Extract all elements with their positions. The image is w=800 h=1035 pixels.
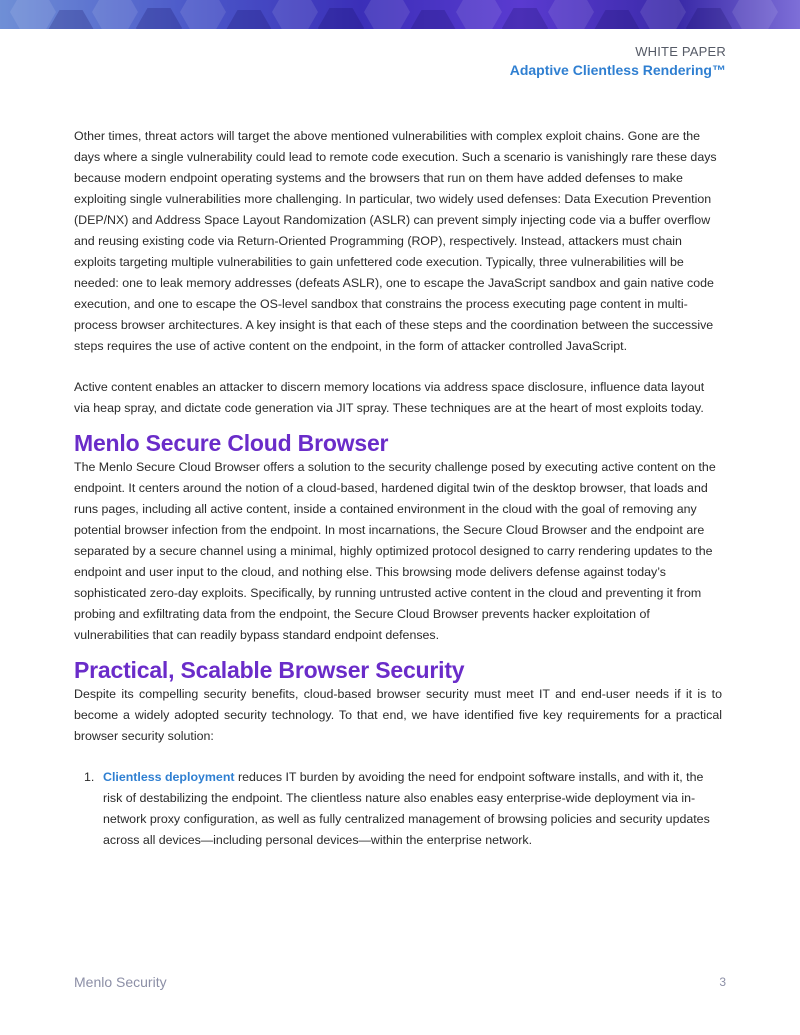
list-item-number: 1. (84, 770, 95, 784)
list-item-term: Clientless deployment (103, 770, 235, 784)
paragraph-exploit-chains: Other times, threat actors will target the above mentioned vulnerabilities with complex exploit chains. Gone are the days where a single vulnerability could lead to remote code execution. Such a scenario is vanishingly rare these days because modern endpoint operating systems and the browsers that run on them have added defenses to make exploiting single vulnerabilities more challenging. In particular, two widely used defenses: Data Execution Prevention (DEP/NX) and Address Space Layout Randomization (ASLR) can prevent simply injecting code via a buffer overflow and reusing existing code via Return-Oriented Programming (ROP), respectively. Instead, attackers must chain exploits targeting multiple vulnerabilities to gain unfettered code execution. Typically, three vulnerabilities will be needed: one to leak memory addresses (defeats ASLR), one to escape the JavaScript sandbox and gain native code execution, and one to escape the OS-level sandbox that constrains the process executing page content in multi-process browser architectures. A key insight is that each of these steps and the coordination between the successive steps requires the use of active content on the endpoint, in the form of attacker controlled JavaScript. (74, 129, 717, 353)
document-kicker: WHITE PAPER (635, 44, 726, 59)
section-heading-cloud-browser: Menlo Secure Cloud Browser (74, 430, 389, 456)
header-banner (0, 0, 800, 29)
document-title: Adaptive Clientless Rendering™ (509, 62, 726, 78)
section-body-browser-security: Despite its compelling security benefits, cloud-based browser security must meet IT and end-user needs if it is to become a widely adopted security technology. To that end, we have identified five key requirements for a practical browser security solution: (74, 687, 722, 743)
section-heading-browser-security: Practical, Scalable Browser Security (74, 657, 465, 683)
document-header (510, 44, 726, 78)
list-item (74, 767, 722, 851)
footer-brand: Menlo Security (74, 974, 167, 990)
page-number: 3 (719, 975, 726, 989)
section-body-cloud-browser: The Menlo Secure Cloud Browser offers a solution to the security challenge posed by executing active content on the endpoint. It centers around the notion of a cloud-based, hardened digital twin of the desktop browser, that loads and runs pages, including all active content, inside a contained environment in the cloud with the goal of removing any potential browser infection from the endpoint. In most incarnations, the Secure Cloud Browser and the endpoint are separated by a secure channel using a minimal, highly optimized protocol designed to carry rendering updates to the endpoint and user input to the cloud, and nothing else. This browsing mode delivers defense against today’s sophisticated zero-day exploits. Specifically, by running untrusted active content in the cloud and preventing it from probing and exfiltrating data from the endpoint, the Secure Cloud Browser prevents hacker exploitation of vulnerabilities that can readily bypass standard endpoint defenses. (74, 460, 716, 642)
paragraph-active-content: Active content enables an attacker to discern memory locations via address space disclosure, influence data layout via heap spray, and dictate code generation via JIT spray. These techniques are at the heart of most exploits today. (74, 380, 705, 415)
list-item-text (103, 767, 722, 851)
main-content (74, 126, 722, 851)
list-item-description: reduces IT burden by avoiding the need for endpoint software installs, and with it, the risk of destabilizing the endpoint. The clientless nature also enables easy enterprise-wide deployment via in-network proxy configuration, as well as fully centralized management of browsing policies and security updates across all devices—including personal devices—within the enterprise network. (103, 770, 710, 847)
